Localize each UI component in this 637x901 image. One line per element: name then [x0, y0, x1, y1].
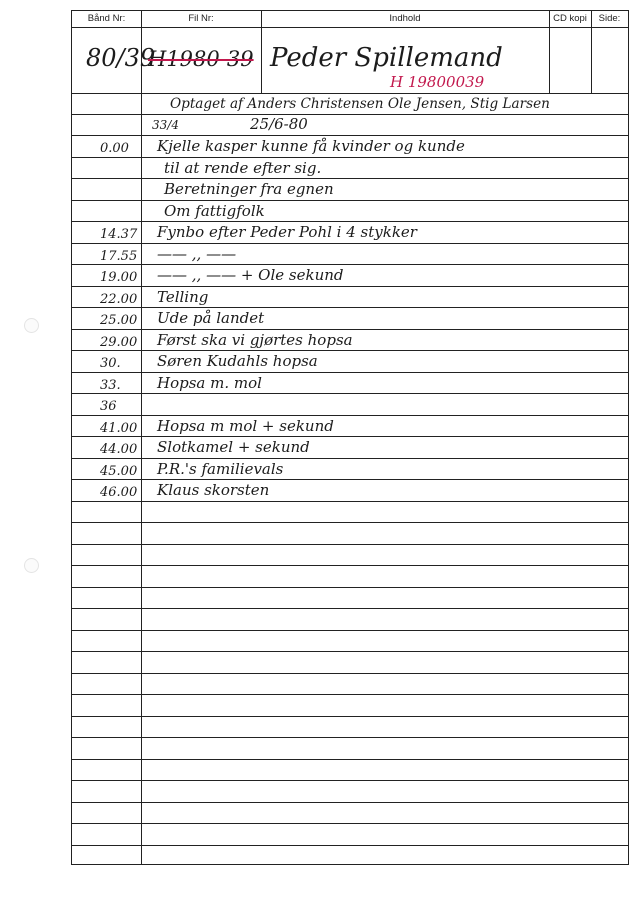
ruled-line — [72, 458, 628, 459]
ruled-line — [72, 135, 628, 136]
ruled-line — [72, 630, 628, 631]
entry-text: Beretninger fra egnen — [164, 180, 334, 198]
punch-hole-bottom — [24, 558, 39, 573]
entry-time: 44.00 — [100, 442, 138, 457]
entry-time: 25.00 — [100, 313, 138, 328]
entry-time: 17.55 — [100, 249, 138, 264]
ruled-line — [72, 780, 628, 781]
ruled-line — [72, 759, 628, 760]
ruled-line — [72, 415, 628, 416]
recording-ref: 33/4 — [152, 118, 179, 132]
ruled-line — [72, 651, 628, 652]
entry-text: Om fattigfolk — [164, 202, 265, 220]
ruled-line — [72, 802, 628, 803]
punch-hole-top — [24, 318, 39, 333]
entry-text: Ude på landet — [157, 309, 265, 327]
ruled-line — [72, 157, 628, 158]
ruled-line — [72, 350, 628, 351]
ruled-line — [72, 243, 628, 244]
ruled-line — [72, 436, 628, 437]
ruled-line — [72, 673, 628, 674]
entry-text: Først ska vi gjørtes hopsa — [157, 331, 353, 349]
ruled-line — [72, 845, 628, 846]
header-cd-kopi: CD kopi — [553, 13, 587, 24]
entry-text: —— ,, —— + Ole sekund — [157, 266, 344, 284]
ruled-line — [72, 522, 628, 523]
record-title: Peder Spillemand — [270, 43, 503, 73]
ruled-line — [72, 823, 628, 824]
entry-text: P.R.'s familievals — [157, 460, 284, 478]
entry-time: 46.00 — [100, 485, 138, 500]
recording-date: 25/6-80 — [250, 115, 308, 133]
file-number: H1980-39 — [148, 47, 254, 71]
ruled-line — [72, 544, 628, 545]
entry-time: 0.00 — [100, 141, 129, 156]
entry-text: —— ,, —— — [157, 245, 237, 263]
ruled-line — [72, 329, 628, 330]
ruled-line — [72, 393, 628, 394]
ruled-line — [72, 587, 628, 588]
entry-time: 29.00 — [100, 335, 138, 350]
entry-time: 36 — [100, 399, 117, 414]
entry-text: Telling — [157, 288, 209, 306]
ruled-line — [72, 221, 628, 222]
entry-time: 45.00 — [100, 464, 138, 479]
ruled-line — [72, 716, 628, 717]
ruled-line — [72, 372, 628, 373]
ruled-line — [72, 178, 628, 179]
ruled-line — [72, 114, 628, 115]
entry-text: Hopsa m. mol — [157, 374, 262, 392]
ruled-line — [72, 264, 628, 265]
header-side: Side: — [598, 13, 621, 24]
entry-text: Hopsa m mol + sekund — [157, 417, 334, 435]
header-band-nr: Bånd Nr: — [87, 13, 126, 24]
header-fil-nr: Fil Nr: — [188, 13, 214, 24]
ruled-line — [72, 608, 628, 609]
band-number: 80/39 — [86, 44, 156, 72]
ruled-line — [72, 93, 628, 94]
entry-text: Kjelle kasper kunne få kvinder og kunde — [157, 137, 465, 155]
entry-text: Fynbo efter Peder Pohl i 4 stykker — [157, 223, 417, 241]
ruled-line — [72, 307, 628, 308]
ruled-line — [72, 737, 628, 738]
entry-text: til at rende efter sig. — [164, 159, 322, 177]
ruled-line — [72, 286, 628, 287]
entry-time: 22.00 — [100, 292, 138, 307]
entry-time: 41.00 — [100, 421, 138, 436]
log-sheet — [71, 10, 629, 865]
header-indhold: Indhold — [389, 13, 421, 24]
ruled-line — [72, 694, 628, 695]
entry-time: 14.37 — [100, 227, 138, 242]
entry-text: Slotkamel + sekund — [157, 438, 310, 456]
entry-time: 33. — [100, 378, 121, 393]
entry-text: Klaus skorsten — [157, 481, 270, 499]
ruled-line — [72, 565, 628, 566]
entry-time: 19.00 — [100, 270, 138, 285]
ruled-line — [72, 27, 628, 28]
ruled-line — [72, 200, 628, 201]
ruled-line — [72, 501, 628, 502]
ruled-line — [72, 479, 628, 480]
entry-time: 30. — [100, 356, 121, 371]
entry-text: Søren Kudahls hopsa — [157, 352, 318, 370]
recording-info: Optaget af Anders Christensen Ole Jensen, Stig Larsen — [170, 96, 550, 112]
archive-id: H 19800039 — [390, 73, 485, 91]
